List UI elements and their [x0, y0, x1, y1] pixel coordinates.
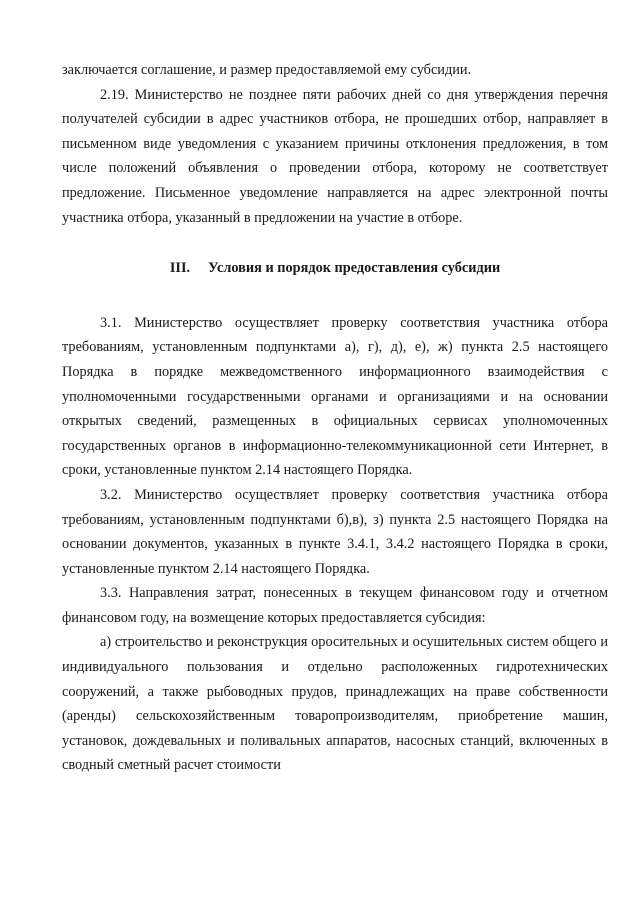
- paragraph-3-1: 3.1. Министерство осуществляет проверку соответствия участника отбора требованиям, установленным подпунктами а), г), д), е), ж) пункта 2.5 настоящего Порядка в порядке межведомственного информационного взаимодействия с уполномоченными государственными органами и организациями и на основании открытых сведений, размещенных в официальных сервисах уполномоченных государственных органов в информационно-телекоммуникационной сети Интернет, в сроки, установленные пунктом 2.14 настоящего Порядка.: [62, 314, 608, 479]
- paragraph-continuation: заключается соглашение, и размер предоставляемой ему субсидии.: [62, 62, 472, 78]
- section-number: III.: [169, 260, 191, 277]
- paragraph-3-2: 3.2. Министерство осуществляет проверку соответствия участника отбора требованиям, установленным подпунктами б),в), з) пункта 2.5 настоящего Порядка на основании документов, указанных в пункте 3.4.1, 3.4.2 настоящего Порядка в сроки, установленные пунктом 2.14 настоящего Порядка.: [62, 486, 608, 577]
- paragraph-2-19: 2.19. Министерство не позднее пяти рабочих дней со дня утверждения перечня получателей субсидии в адрес участников отбора, не прошедших отбор, направляет в письменном виде уведомления с указанием причины отклонения предложения, в том числе положений объявления о проведении отбора, которому не соответствует предложение. Письменное уведомление направляется на адрес электронной почты участника отбора, указанный в предложении на участие в отборе.: [62, 86, 608, 226]
- paragraph-item-a: а) строительство и реконструкция оросительных и осушительных систем общего и индивидуального пользования и отдельно расположенных гидротехнических сооружений, а также рыбоводных прудов, принадлежащих на праве собственности (аренды) сельскохозяйственным товаропроизводителям, приобретение машин, установок, дождевальных и поливальных аппаратов, насосных станций, включенных в сводный сметный расчет стоимости: [62, 634, 608, 774]
- section-title: Условия и порядок предоставления субсидии: [208, 260, 501, 277]
- section-heading: [62, 256, 608, 281]
- paragraph-3-3: 3.3. Направления затрат, понесенных в текущем финансовом году и отчетном финансовом году, на возмещение которых предоставляется субсидия:: [62, 585, 608, 626]
